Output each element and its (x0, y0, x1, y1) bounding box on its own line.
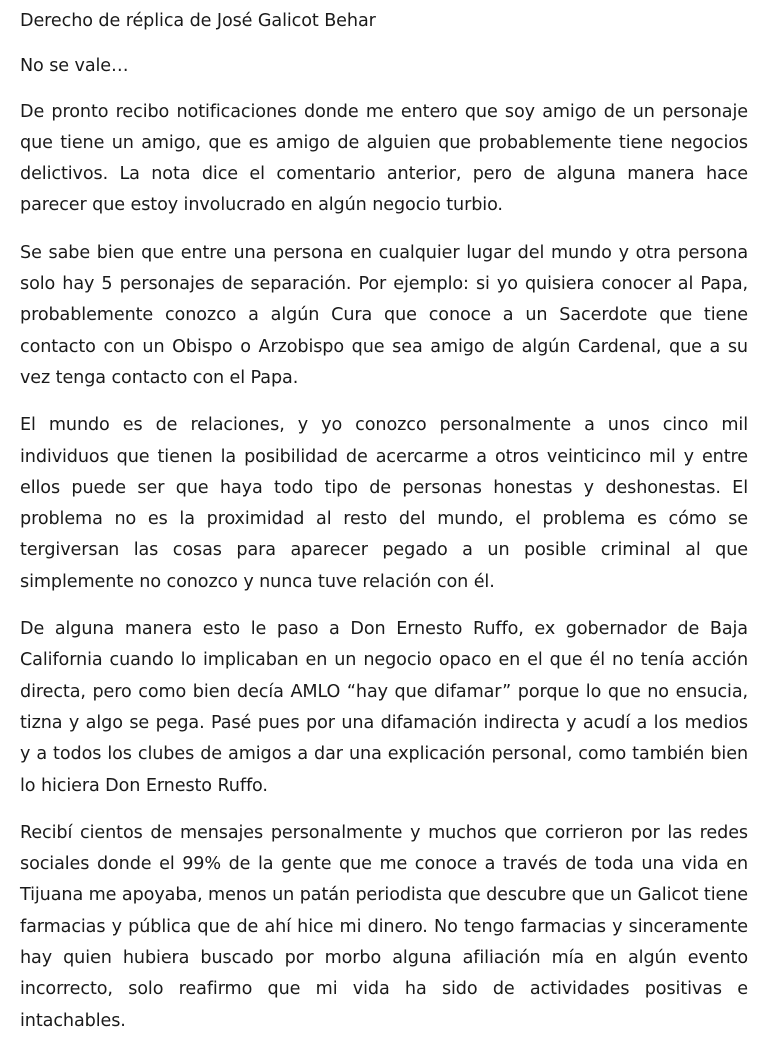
paragraph-1: De pronto recibo notificaciones donde me entero que soy amigo de un personaje que tiene un amigo, que es amigo de alguien que probablemente tiene negocios delictivos. La nota dice el comentario anterior, pero de alguna manera hace parecer que estoy involucrado en algún negocio turbio. (20, 101, 748, 216)
paragraph-5: Recibí cientos de mensajes personalmente y muchos que corrieron por las redes sociales donde el 99% de la gente que me conoce a través de toda una vida en Tijuana me apoyaba, menos un patán periodista que descubre que un Galicot tiene farmacias y pública que de ahí hice mi dinero. No tengo farmacias y sinceramente hay quien hubiera buscado por morbo alguna afiliación mía en algún evento incorrecto, solo reafirmo que mi vida ha sido de actividades positivas e intachables. (20, 822, 748, 1031)
document-title: Derecho de réplica de José Galicot Behar (20, 11, 376, 31)
document-subtitle: No se vale… (20, 56, 129, 77)
paragraph-3: El mundo es de relaciones, y yo conozco personalmente a unos cinco mil individuos que tienen la posibilidad de acercarme a otros veinticinco mil y entre ellos puede ser que haya todo tipo de personas honestas y deshonestas. El problema no es la proximidad al resto del mundo, el problema es cómo se tergiversan las cosas para aparecer pegado a un posible criminal al que simplemente no conozco y nunca tuve relación con él. (20, 415, 748, 592)
paragraph-4: De alguna manera esto le paso a Don Ernesto Ruffo, ex gobernador de Baja California cuando lo implicaban en un negocio opaco en el que él no tenía acción directa, pero como bien decía AMLO “hay que difamar” porque lo que no ensucia, tizna y algo se pega. Pasé pues por una difamación indirecta y acudí a los medios y a todos los clubes de amigos a dar una explicación personal, como también bien lo hiciera Don Ernesto Ruffo. (20, 619, 748, 796)
paragraph-2: Se sabe bien que entre una persona en cualquier lugar del mundo y otra persona solo hay 5 personajes de separación. Por ejemplo: si yo quisiera conocer al Papa, probablemente conozco a algún Cura que conoce a un Sacerdote que tiene contacto con un Obispo o Arzobispo que sea amigo de algún Cardenal, que a su vez tenga contacto con el Papa. (20, 242, 748, 388)
document-body (20, 6, 748, 1037)
